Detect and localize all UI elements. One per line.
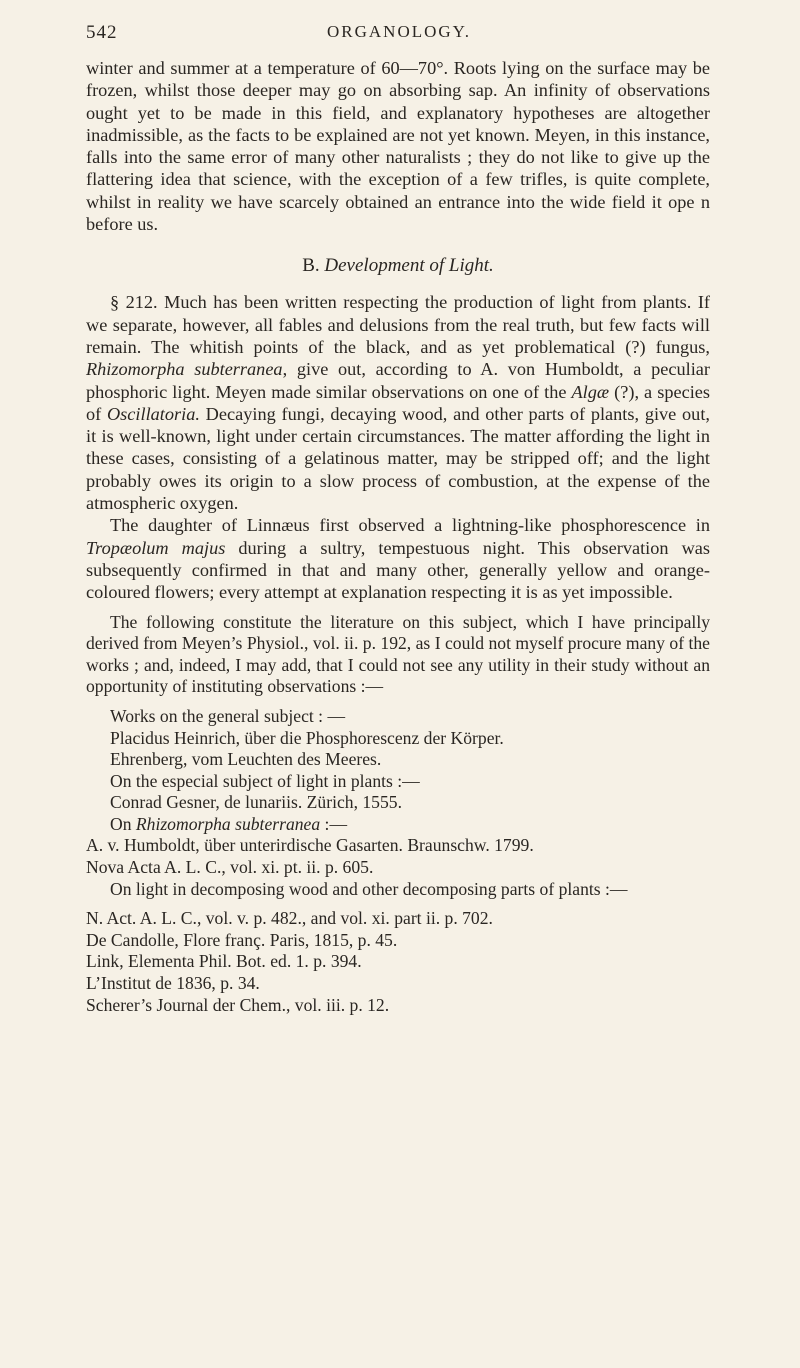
species-name: Rhizomorpha subterranea	[86, 359, 283, 380]
reference-item: L’Institut de 1836, p. 34.	[86, 973, 260, 994]
reference-item: De Candolle, Flore franç. Paris, 1815, p. 45.	[86, 929, 398, 950]
reference-item: Conrad Gesner, de lunariis. Zürich, 1555.	[110, 792, 402, 813]
species-name: Algæ	[571, 381, 610, 402]
reference-item: N. Act. A. L. C., vol. v. p. 482., and vol. xi. part ii. p. 702.	[86, 908, 493, 929]
section-letter: B.	[302, 255, 320, 277]
paragraph-212	[86, 291, 710, 514]
reference-item: Ehrenberg, vom Leuchten des Meeres.	[110, 749, 382, 770]
text-run: Decaying fungi, decaying wood, and other parts of plants, give out, it is well-known, light under certain circumstances. The matter affording the light in these cases, consisting of a gelatinous matter, may be stripped off; and the light probably owes its origin to a slow process of combustion, at the expense of the atmospheric oxygen.	[86, 403, 710, 514]
text-run: during a sultry, tempestuous night. This observation was subsequently confirmed in that and many other, generally yellow and orange-coloured flowers; every attempt at explanation respecting it is as yet impossible.	[86, 537, 710, 603]
text-run: (?), a species of	[86, 381, 710, 424]
species-name: Rhizomorpha subterranea	[135, 813, 321, 834]
subheading-general: Works on the general subject : —	[110, 705, 346, 726]
subheading-rhizomorpha	[86, 814, 710, 836]
text-run: § 212. Much has been written respecting the production of light from plants. If we separate, however, all fables and delusions from the real truth, but few facts will remain. The whitish points of the black, and as yet problematical (?) fungus,	[86, 292, 710, 357]
text-run: , give out, according to A. von Humboldt, a peculiar phosphoric light. Meyen made similar observations on one of the	[86, 359, 710, 402]
reference-item: Placidus Heinrich, über die Phosphorescenz der Körper.	[110, 727, 504, 748]
subheading-decomposing: On light in decomposing wood and other decomposing parts of plants :—	[110, 878, 628, 899]
text-run: :—	[320, 813, 348, 834]
section-heading	[86, 255, 710, 277]
text-run: On	[110, 813, 136, 834]
reference-item: Nova Acta A. L. C., vol. xi. pt. ii. p. 605.	[86, 857, 374, 878]
reference-item: A. v. Humboldt, über unterirdische Gasarten. Braunschw. 1799.	[86, 835, 534, 856]
reference-item: Scherer’s Journal der Chem., vol. iii. p. 12.	[86, 994, 390, 1015]
page-header	[86, 22, 712, 46]
paragraph-literature: The following constitute the literature on this subject, which I have principally derived from Meyen’s Physiol., vol. ii. p. 192, as I could not myself procure many of the works ; and, indeed, I may add, that I could not see any utility in their study without an opportunity of instituting observations :—	[86, 611, 710, 697]
species-name: Tropæolum majus	[86, 537, 226, 558]
page-number: 542	[86, 22, 118, 43]
running-title: ORGANOLOGY.	[327, 22, 471, 41]
paragraph-linnaeus	[86, 514, 710, 603]
text-run: The daughter of Linnæus first observed a lightning-like phosphorescence in	[110, 515, 710, 536]
reference-item: Link, Elementa Phil. Bot. ed. 1. p. 394.	[86, 951, 362, 972]
section-title: Development of Light.	[324, 255, 494, 277]
page-body	[86, 57, 710, 1016]
subheading-especial: On the especial subject of light in plants :—	[110, 770, 420, 791]
paragraph-continuation: winter and summer at a temperature of 60—70°. Roots lying on the surface may be frozen, whilst those deeper may go on absorbing sap. An infinity of observations ought yet to be made in this field, and explanatory hypotheses are altogether inadmissible, as the facts to be explained are not yet known. Meyen, in this instance, falls into the same error of many other naturalists ; they do not like to give up the flattering idea that science, with the exception of a few trifles, is quite complete, whilst in reality we have scarcely obtained an entrance into the wide field it ope n before us.	[86, 58, 710, 235]
species-name: Oscillatoria.	[106, 403, 200, 424]
